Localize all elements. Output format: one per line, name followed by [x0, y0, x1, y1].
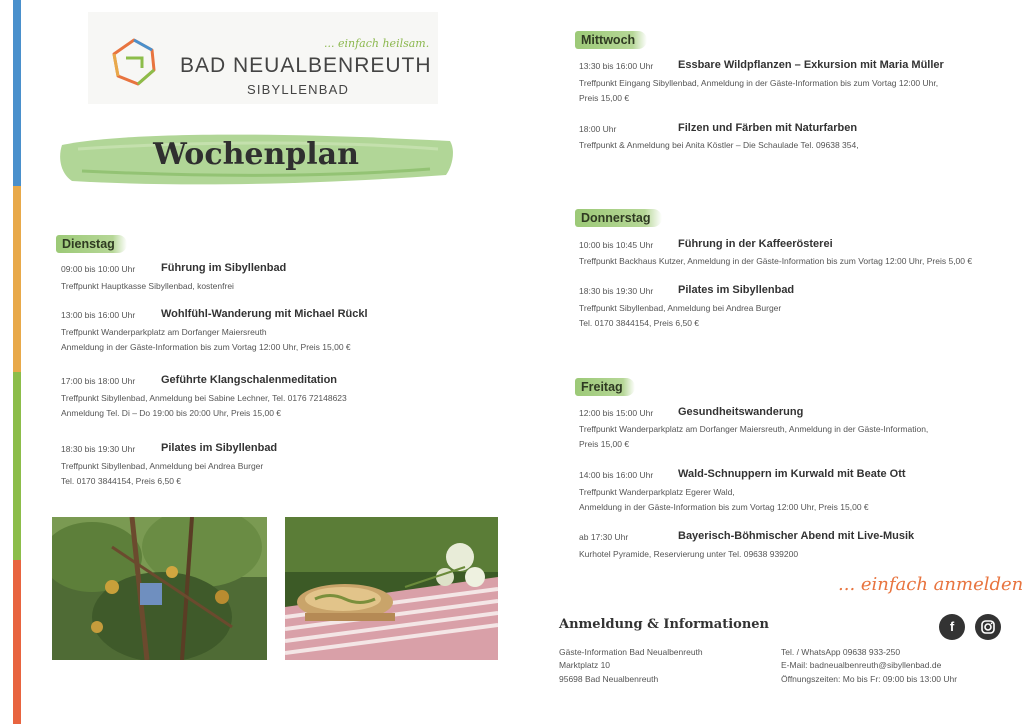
- event-detail: Treffpunkt Sibyllenbad, Anmeldung bei Andrea Burger: [61, 461, 264, 471]
- logo: [88, 12, 438, 104]
- event-detail: Preis 15,00 €: [579, 439, 630, 449]
- event-title: Filzen und Färben mit Naturfarben: [678, 122, 858, 134]
- photo-picnic: [285, 517, 498, 660]
- day-label-dienstag: Dienstag: [56, 235, 127, 253]
- event-title: Bayerisch-Böhmischer Abend mit Live-Musik: [678, 530, 915, 542]
- cta-anmelden: ... einfach anmelden: [838, 574, 1024, 595]
- event-detail: Treffpunkt Wanderparkplatz Egerer Wald,: [579, 487, 735, 497]
- page-title: Wochenplan: [153, 137, 359, 172]
- event-title: Geführte Klangschalenmeditation: [161, 374, 338, 386]
- event-detail: Treffpunkt Sibyllenbad, Anmeldung bei Sabine Lechner, Tel. 0176 72148623: [61, 393, 347, 403]
- event-detail: Treffpunkt Hauptkasse Sibyllenbad, kostenfrei: [61, 281, 234, 291]
- event-detail: Treffpunkt Sibyllenbad, Anmeldung bei Andrea Burger: [579, 303, 782, 313]
- event-title: Pilates im Sibyllenbad: [678, 284, 795, 296]
- event-time: 17:00 bis 18:00 Uhr: [61, 376, 136, 386]
- event-time: 18:30 bis 19:30 Uhr: [61, 444, 136, 454]
- photo-fruit-tree: [52, 517, 267, 660]
- event-detail: Treffpunkt & Anmeldung bei Anita Köstler – Die Schaulade Tel. 09638 354,: [579, 140, 859, 150]
- event-time: 18:30 bis 19:30 Uhr: [579, 286, 654, 296]
- event-time: 14:00 bis 16:00 Uhr: [579, 470, 654, 480]
- event-title: Gesundheitswanderung: [678, 406, 804, 418]
- event-detail: Kurhotel Pyramide, Reservierung unter Tel. 09638 939200: [579, 549, 799, 559]
- logo-sub: SIBYLLENBAD: [247, 82, 350, 97]
- color-strip-blue: [13, 0, 21, 186]
- facebook-icon[interactable]: f: [939, 614, 965, 640]
- info-address-line: 95698 Bad Neualbenreuth: [559, 674, 659, 684]
- event-detail: Preis 15,00 €: [579, 93, 630, 103]
- event-time: 13:30 bis 16:00 Uhr: [579, 61, 654, 71]
- event-time: ab 17:30 Uhr: [579, 532, 629, 542]
- logo-name: BAD NEUALBENREUTH: [180, 54, 432, 77]
- event-title: Führung im Sibyllenbad: [161, 262, 287, 274]
- event-time: 13:00 bis 16:00 Uhr: [61, 310, 136, 320]
- event-detail: Tel. 0170 3844154, Preis 6,50 €: [61, 476, 182, 486]
- event-detail: Anmeldung in der Gäste-Information bis zum Vortag 12:00 Uhr, Preis 15,00 €: [579, 502, 869, 512]
- color-strip-yellow: [13, 186, 21, 372]
- event-detail: Anmeldung Tel. Di – Do 19:00 bis 20:00 Uhr, Preis 15,00 €: [61, 408, 282, 418]
- event-time: 18:00 Uhr: [579, 124, 617, 134]
- event-detail: Treffpunkt Wanderparkplatz am Dorfanger Maiersreuth, Anmeldung in der Gäste-Information,: [579, 424, 929, 434]
- info-address-line: Gäste-Information Bad Neualbenreuth: [559, 647, 703, 657]
- day-label-mittwoch: Mittwoch: [575, 31, 647, 49]
- info-address-line: Marktplatz 10: [559, 660, 611, 670]
- logo-mark-icon: [108, 36, 160, 88]
- event-detail: Anmeldung in der Gäste-Information bis zum Vortag 12:00 Uhr, Preis 15,00 €: [61, 342, 351, 352]
- event-detail: Treffpunkt Eingang Sibyllenbad, Anmeldung in der Gäste-Information bis zum Vortag 12:00 Uhr,: [579, 78, 939, 88]
- event-detail: Treffpunkt Wanderparkplatz am Dorfanger Maiersreuth: [61, 327, 267, 337]
- event-time: 09:00 bis 10:00 Uhr: [61, 264, 136, 274]
- logo-tagline: ... einfach heilsam.: [324, 37, 430, 50]
- day-label-donnerstag: Donnerstag: [575, 209, 662, 227]
- wochenplan-banner: [58, 127, 454, 187]
- color-strip-green: [13, 372, 21, 560]
- event-title: Wald-Schnuppern im Kurwald mit Beate Ott: [678, 468, 906, 480]
- event-detail: Tel. 0170 3844154, Preis 6,50 €: [579, 318, 700, 328]
- event-title: Führung in der Kaffeerösterei: [678, 238, 833, 250]
- event-title: Pilates im Sibyllenbad: [161, 442, 278, 454]
- event-time: 12:00 bis 15:00 Uhr: [579, 408, 654, 418]
- info-contact-email[interactable]: E-Mail: badneualbenreuth@sibyllenbad.de: [781, 660, 942, 670]
- event-time: 10:00 bis 10:45 Uhr: [579, 240, 654, 250]
- event-title: Wohlfühl-Wanderung mit Michael Rückl: [161, 308, 368, 320]
- day-label-freitag: Freitag: [575, 378, 635, 396]
- info-heading: Anmeldung & Informationen: [559, 617, 769, 632]
- color-strip-orange: [13, 560, 21, 724]
- event-detail: Treffpunkt Backhaus Kutzer, Anmeldung in der Gäste-Information bis zum Vortag 12:00 Uhr, Preis 5,00 €: [579, 256, 973, 266]
- info-opening-hours: Öffnungszeiten: Mo bis Fr: 09:00 bis 13:00 Uhr: [781, 674, 958, 684]
- info-contact-phone[interactable]: Tel. / WhatsApp 09638 933-250: [781, 647, 901, 657]
- event-title: Essbare Wildpflanzen – Exkursion mit Maria Müller: [678, 59, 944, 71]
- instagram-icon[interactable]: [975, 614, 1001, 640]
